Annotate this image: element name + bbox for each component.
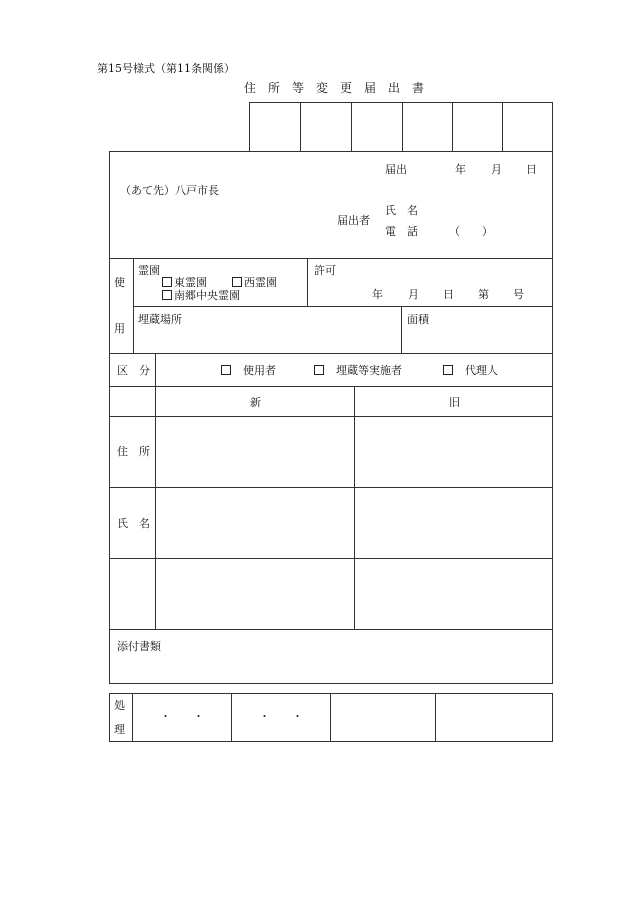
processing-cell-3[interactable] xyxy=(331,694,435,741)
divider xyxy=(109,258,553,259)
attachments-field[interactable] xyxy=(110,655,552,683)
column-header-old: 旧 xyxy=(449,396,460,409)
burial-place-field[interactable]: 埋蔵場所 xyxy=(138,313,182,326)
filing-date-label: 届出 xyxy=(385,163,407,176)
checkbox-icon[interactable] xyxy=(314,365,324,375)
divider xyxy=(109,629,553,630)
attachments-label: 添付書類 xyxy=(117,640,161,653)
category-label: 区 分 xyxy=(117,364,150,377)
divider xyxy=(109,386,553,387)
form-number: 第15号様式（第11条関係） xyxy=(97,62,235,75)
permit-number-suffix: 号 xyxy=(513,288,524,301)
divider xyxy=(307,258,308,306)
permit-label: 許可 xyxy=(314,264,336,277)
checkbox-icon[interactable] xyxy=(221,365,231,375)
filer-name-field[interactable]: 氏 名 xyxy=(385,204,418,217)
date-month-field[interactable]: 月 xyxy=(491,163,502,176)
date-day-field[interactable]: 日 xyxy=(526,163,537,176)
divider xyxy=(109,353,553,354)
stamp-box[interactable] xyxy=(351,102,403,152)
divider xyxy=(133,306,553,307)
checkbox-icon[interactable] xyxy=(443,365,453,375)
processing-cell-4[interactable] xyxy=(436,694,552,741)
category-option-agent[interactable]: 代理人 xyxy=(443,365,498,376)
checkbox-icon[interactable] xyxy=(232,277,242,287)
divider xyxy=(231,693,232,742)
usage-side-label-top: 使 xyxy=(114,276,125,289)
checkbox-icon[interactable] xyxy=(162,290,172,300)
form-title: 住 所 等 変 更 届 出 書 xyxy=(244,81,425,95)
permit-year-field[interactable]: 年 xyxy=(372,288,383,301)
addressee-text: （あて先）八戸市長 xyxy=(120,184,219,197)
old-address-field[interactable] xyxy=(355,417,552,487)
filer-phone-field[interactable]: 電 話 xyxy=(385,225,418,238)
category-option-user[interactable]: 使用者 xyxy=(221,365,276,376)
column-header-new: 新 xyxy=(250,396,261,409)
cemetery-option-nango[interactable]: 南郷中央霊園 xyxy=(162,290,240,301)
processing-date-1[interactable]: ・ ・ xyxy=(160,710,204,723)
row-label-address: 住 所 xyxy=(117,445,150,458)
stamp-box[interactable] xyxy=(452,102,503,152)
date-year-field[interactable]: 年 xyxy=(455,163,466,176)
new-extra-field[interactable] xyxy=(156,559,353,629)
stamp-box[interactable] xyxy=(402,102,453,152)
processing-label-bottom: 理 xyxy=(114,723,125,736)
new-name-field[interactable] xyxy=(156,488,353,558)
cemetery-label: 霊園 xyxy=(138,264,160,277)
processing-label-top: 処 xyxy=(114,699,125,712)
permit-month-field[interactable]: 月 xyxy=(408,288,419,301)
area-field[interactable]: 面積 xyxy=(407,313,429,326)
category-option-burial-implementer[interactable]: 埋蔵等実施者 xyxy=(314,365,402,376)
usage-side-label-bottom: 用 xyxy=(114,322,125,335)
processing-date-2[interactable]: ・ ・ xyxy=(259,710,303,723)
phone-parens: （ ） xyxy=(449,225,493,238)
stamp-box[interactable] xyxy=(300,102,352,152)
checkbox-icon[interactable] xyxy=(162,277,172,287)
stamp-box[interactable] xyxy=(502,102,553,152)
permit-number-prefix[interactable]: 第 xyxy=(478,288,489,301)
old-name-field[interactable] xyxy=(355,488,552,558)
divider xyxy=(401,306,402,354)
stamp-box[interactable] xyxy=(249,102,301,152)
new-address-field[interactable] xyxy=(156,417,353,487)
permit-day-field[interactable]: 日 xyxy=(443,288,454,301)
row-label-name: 氏 名 xyxy=(117,517,150,530)
divider xyxy=(133,258,134,354)
divider xyxy=(132,693,133,742)
old-extra-field[interactable] xyxy=(355,559,552,629)
filer-label: 届出者 xyxy=(337,214,370,227)
cemetery-option-east[interactable]: 東霊園 xyxy=(162,277,207,288)
cemetery-option-west[interactable]: 西霊園 xyxy=(232,277,277,288)
